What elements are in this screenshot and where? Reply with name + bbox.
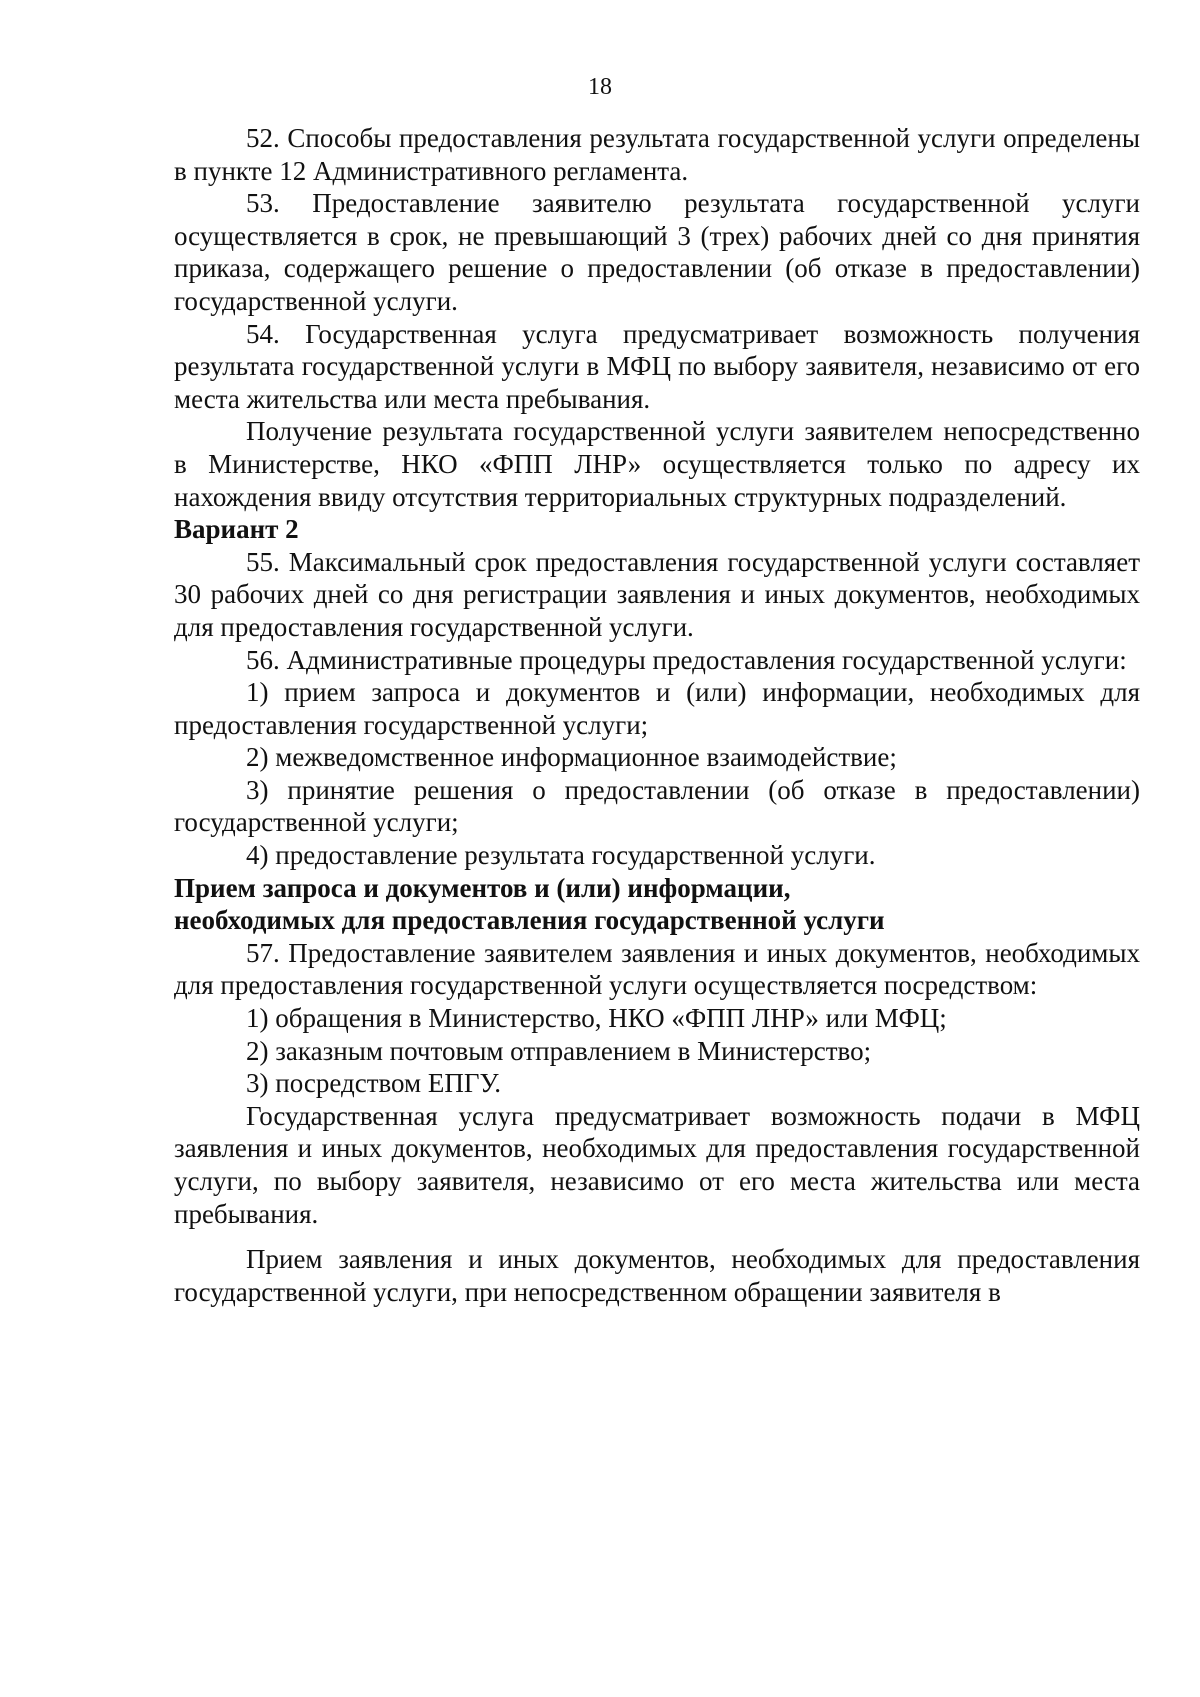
paragraph-57: 57. Предоставление заявителем заявления и иных документов, необходимых для предоставления государственной услуги осуществляется посредством: — [174, 937, 1140, 1001]
list-item-56-1: 1) прием запроса и документов и (или) информации, необходимых для предоставления государственной услуги; — [174, 677, 1140, 740]
document-body — [174, 122, 1140, 1308]
list-item-57-3: 3) посредством ЕПГУ. — [246, 1068, 501, 1099]
list-item-56-2: 2) межведомственное информационное взаимодействие; — [246, 742, 897, 773]
paragraph-52: 52. Способы предоставления результата государственной услуги определены в пункте 12 Административного регламента. — [174, 123, 1140, 186]
paragraph-56: 56. Административные процедуры предоставления государственной услуги: — [246, 644, 1127, 675]
list-item-57-1: 1) обращения в Министерство, НКО «ФПП ЛНР» или МФЦ; — [246, 1003, 947, 1034]
paragraph-receipt: Получение результата государственной услуги заявителем непосредственно в Министерстве, НКО «ФПП ЛНР» осуществляется только по адресу их нахождения ввиду отсутствия территориальных структурных подразделений. — [174, 416, 1140, 512]
paragraph-54: 54. Государственная услуга предусматривает возможность получения результата государственной услуги в МФЦ по выбору заявителя, независимо от его места жительства или места пребывания. — [174, 318, 1140, 414]
paragraph-55: 55. Максимальный срок предоставления государственной услуги составляет 30 рабочих дней со дня регистрации заявления и иных документов, необходимых для предоставления государственной услуги. — [174, 546, 1140, 642]
paragraph-53: 53. Предоставление заявителю результата государственной услуги осуществляется в срок, не превышающий 3 (трех) рабочих дней со дня принятия приказа, содержащего решение о предоставлении (об отказе в предоставлении) государственной услуги. — [174, 188, 1140, 316]
paragraph-mfc-submission: Государственная услуга предусматривает возможность подачи в МФЦ заявления и иных документов, необходимых для предоставления государственной услуги, по выбору заявителя, независимо от его места жительства или места пребывания. — [174, 1100, 1140, 1229]
heading-variant-2: Вариант 2 — [174, 514, 299, 545]
heading-request-acceptance — [174, 872, 1140, 937]
list-item-57-2: 2) заказным почтовым отправлением в Министерство; — [246, 1035, 872, 1066]
list-item-56-3: 3) принятие решения о предоставлении (об отказе в предоставлении) государственной услуги; — [174, 774, 1140, 838]
list-item-56-4: 4) предоставление результата государственной услуги. — [246, 840, 876, 871]
heading-line-2: необходимых для предоставления государственной услуги — [174, 905, 885, 936]
paragraph-direct-reception: Прием заявления и иных документов, необходимых для предоставления государственной услуги, при непосредственном обращении заявителя в — [174, 1244, 1140, 1307]
heading-line-1: Прием запроса и документов и (или) информации, — [174, 872, 791, 903]
page-number: 18 — [588, 74, 612, 100]
